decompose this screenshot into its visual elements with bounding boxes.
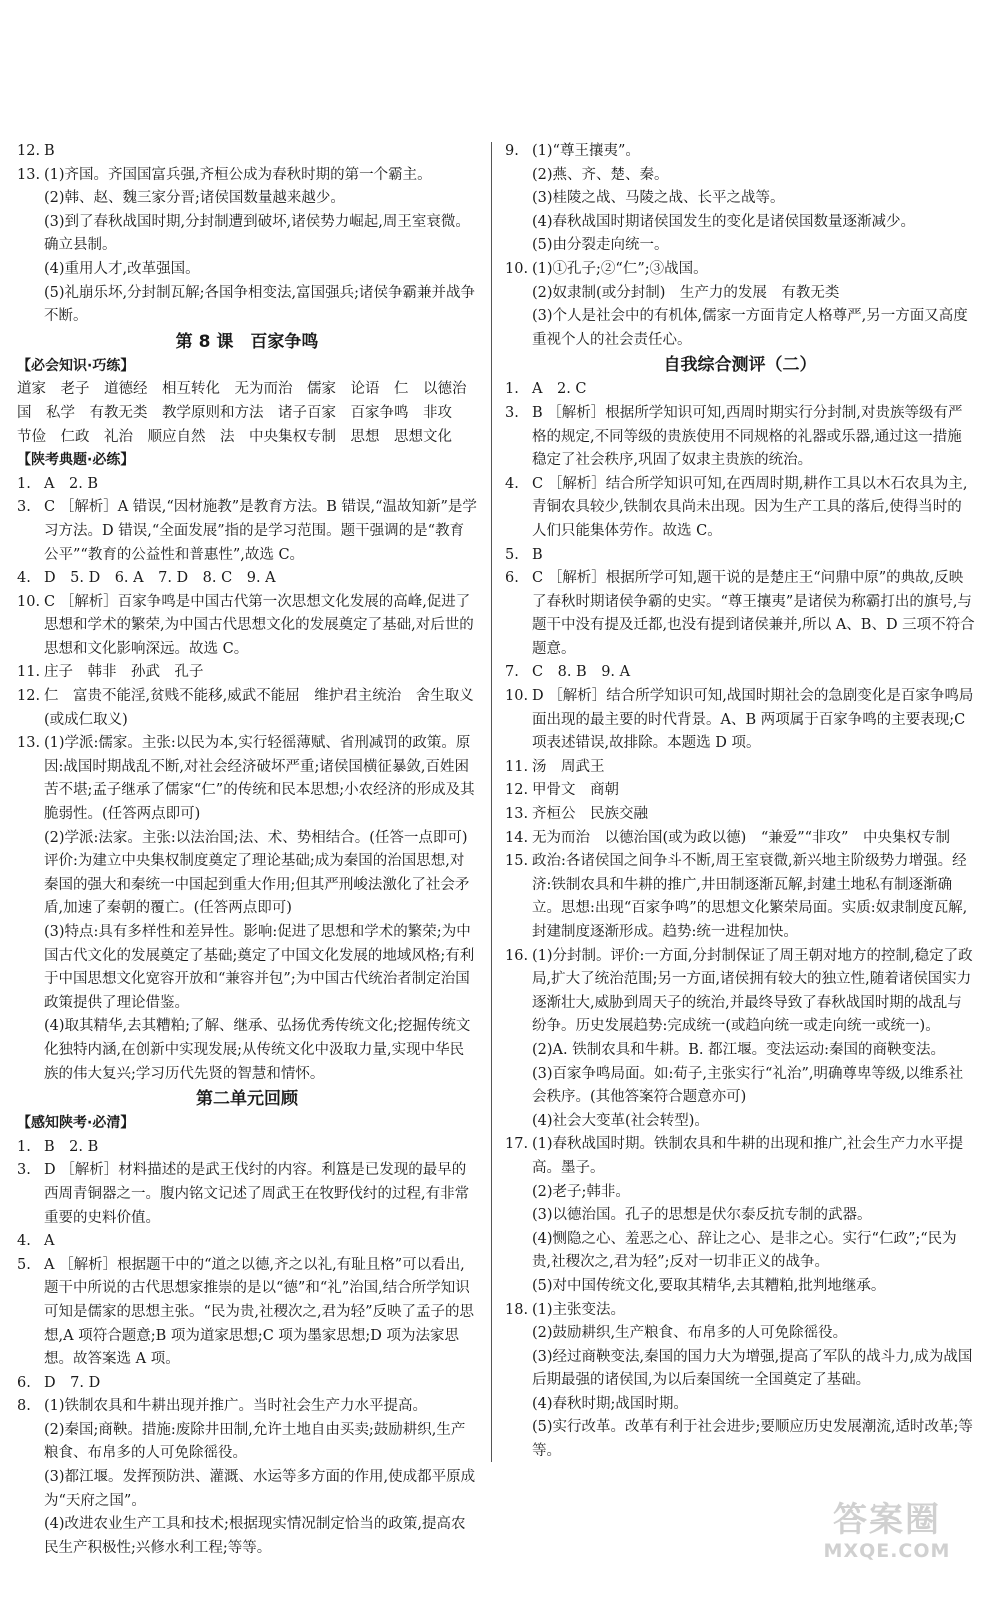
question-number: 7. [505, 664, 519, 681]
answer-line: (4)重用人才,改革强国。 [44, 260, 200, 277]
answer-text [532, 779, 975, 803]
question-number: 11. [17, 664, 41, 681]
answer-line: 仁 富贵不能淫,贫贱不能移,威武不能屈 维护君主统治 舍生取义(或成仁取义) [44, 688, 474, 728]
question-number: 8. [17, 1398, 31, 1415]
answer-line: D 5. D 6. A 7. D 8. C 9. A [44, 570, 276, 587]
answer-entry [17, 661, 477, 685]
answer-text [532, 1133, 975, 1180]
question-number: 10. [505, 688, 529, 705]
section-title: 第二单元回顾 [196, 1089, 298, 1110]
answer-line: B [532, 546, 543, 563]
answer-line: (2)韩、赵、魏三家分晋;诸侯国数量越来越少。 [44, 190, 345, 207]
answer-line: (3)都江堰。发挥预防洪、灌溉、水运等多方面的作用,使成都平原成为“天府之国”。 [44, 1469, 476, 1509]
answer-entry [17, 732, 477, 826]
answer-line: (2)鼓励耕织,生产粮食、布帛多的人可免除徭役。 [532, 1325, 848, 1342]
answer-entry [17, 164, 477, 188]
answer-entry [17, 1159, 477, 1230]
answer-line: D ［解析］材料描述的是武王伐纣的内容。利簋是已发现的最早的西周青铜器之一。腹内铭文记述了周武王在牧野伐纣的过程,有非常重要的史料价值。 [44, 1162, 470, 1226]
answer-line: 汤 周武王 [532, 758, 605, 775]
answer-line: B 2. B [44, 1138, 99, 1155]
answer-continuation [505, 164, 975, 258]
answer-entry [17, 1254, 477, 1372]
answer-text [532, 827, 975, 851]
answer-line: (4)取其精华,去其糟粕;了解、继承、弘扬优秀传统文化;挖掘传统文化独特内涵,在创新中实现发展;从传统文化中汲取力量,实现中华民族的伟大复兴;学习历代先贤的智慧和情怀。 [44, 1018, 471, 1082]
answer-entry [505, 258, 975, 282]
answer-text [44, 1395, 477, 1419]
answer-line: (5)对中国传统文化,要取其精华,去其糟粕,批判地继承。 [532, 1277, 886, 1294]
answer-entry [505, 803, 975, 827]
answer-line: C ［解析］根据所学可知,题干说的是楚庄王“问鼎中原”的典故,反映了春秋时期诸侯争霸的史实。“尊王攘夷”是诸侯为称霸打出的旗号,与题干中没有提及迁都,也没有提到诸侯兼并,所以 A、B、D 三项不符合题意。 [532, 570, 975, 657]
answer-line: (2)奴隶制(或分封制) 生产力的发展 有教无类 [532, 284, 840, 301]
answer-line: (3)特点:具有多样性和差异性。影响:促进了思想和学术的繁荣;为中国古代文化的发展奠定了基础;奠定了中国文化发展的地域风格;有利于中国思想文化宽容开放和“兼容并包”;为中国古代统治者制定治国政策提供了理论借鉴。 [44, 924, 475, 1011]
answer-text [44, 1254, 477, 1372]
answer-line: C 8. B 9. A [532, 664, 631, 681]
answer-entry [505, 779, 975, 803]
answer-line: 齐桓公 民族交融 [532, 806, 648, 823]
question-number: 12. [17, 143, 41, 159]
question-number: 3. [505, 404, 519, 421]
question-number: 18. [505, 1301, 529, 1318]
question-number: 3. [17, 499, 31, 516]
answer-line: (4)改进农业生产工具和技术;根据现实情况制定恰当的政策,提高农民生产积极性;兴修水利工程;等等。 [44, 1516, 466, 1556]
question-number: 13. [17, 735, 41, 752]
answer-text [532, 544, 975, 568]
question-number: 4. [505, 475, 519, 492]
answer-entry [17, 496, 477, 567]
answer-entry [505, 544, 975, 568]
question-number: 5. [505, 546, 519, 563]
answer-text [532, 803, 975, 827]
question-number: 13. [505, 806, 529, 823]
section-title: 自我综合测评（二） [663, 355, 817, 376]
answer-text [532, 378, 975, 402]
question-number: 9. [505, 143, 519, 159]
answer-line: A 2. B [44, 475, 99, 492]
answer-line: (2)A. 铁制农具和牛耕。B. 都江堰。变法运动:秦国的商鞅变法。 [532, 1041, 945, 1058]
watermark-logo-text: 答案圈 [833, 1500, 941, 1540]
keyword-list [17, 378, 477, 449]
answer-entry [505, 827, 975, 851]
answer-entry [505, 1133, 975, 1180]
question-number: 3. [17, 1162, 31, 1179]
answer-entry [505, 473, 975, 544]
keyword-line: 道家 老子 道德经 相互转化 无为而治 儒家 论语 仁 以德治国 私学 有教无类 教学原则和方法 诸子百家 百家争鸣 非攻 节俭 仁政 礼治 顺应自然 法 中央集权专制 思想 思想文化 [17, 381, 467, 445]
question-number: 1. [505, 381, 519, 398]
answer-entry [17, 1136, 477, 1160]
answer-line: (4)春秋时期;战国时期。 [532, 1395, 688, 1412]
watermark-url: MXQE.COM [823, 1540, 951, 1562]
answer-continuation [17, 1419, 477, 1561]
question-number: 4. [17, 570, 31, 587]
answer-text [532, 473, 975, 544]
answer-text [532, 402, 975, 473]
section-title: 第 8 课 百家争鸣 [175, 331, 319, 352]
answer-line: 甲骨文 商朝 [532, 782, 619, 799]
question-number: 12. [17, 688, 41, 705]
answer-text [44, 473, 477, 497]
answer-text [44, 496, 477, 567]
answer-line: (3)百家争鸣局面。如:荀子,主张实行“礼治”,明确尊卑等级,以维系社会秩序。(其他答案符合题意亦可) [532, 1065, 964, 1106]
question-number: 12. [505, 782, 529, 799]
question-number: 4. [17, 1233, 31, 1250]
subsection-heading: 【陕考典题·必练】 [17, 452, 135, 469]
answer-entry [505, 756, 975, 780]
answer-entry [17, 567, 477, 591]
answer-line: (2)老子;韩非。 [532, 1183, 630, 1200]
answer-text [532, 945, 975, 1039]
answer-continuation [505, 1039, 975, 1133]
question-number: 11. [505, 758, 529, 775]
answer-continuation [505, 282, 975, 353]
answer-line: (4)春秋战国时期诸侯国发生的变化是诸侯国数量逐渐减少。 [532, 213, 916, 230]
answer-continuation [17, 187, 477, 329]
answer-line: (4)社会大变革(社会转型)。 [532, 1112, 709, 1129]
answer-line: (5)由分裂走向统一。 [532, 237, 669, 254]
answer-text [532, 685, 975, 756]
answer-line: (1)①孔子;②“仁”;③战国。 [532, 260, 708, 277]
question-number: 10. [17, 593, 41, 610]
answer-line: (3)到了春秋战国时期,分封制遭到破坏,诸侯势力崛起,周王室衰微。确立县制。 [44, 213, 470, 254]
answer-line: (1)主张变法。 [532, 1301, 626, 1318]
answer-line: (3)经过商鞅变法,秦国的国力大为增强,提高了军队的战斗力,成为战国后期最强的诸侯国,为以后秦国统一全国奠定了基础。 [532, 1348, 973, 1389]
answer-line: A 2. C [532, 381, 587, 398]
answer-entry [505, 378, 975, 402]
answer-text [532, 756, 975, 780]
answer-line: (1)学派:儒家。主张:以民为本,实行轻徭薄赋、省刑减罚的政策。原因:战国时期战乱不断,对社会经济破坏严重;诸侯国横征暴敛,百姓困苦不堪;孟子继承了儒家“仁”的传统和民本思想;小农经济的形成及其脆弱性。(任答两点即可) [44, 735, 475, 823]
answer-line: A ［解析］根据题干中的“道之以德,齐之以礼,有耻且格”可以看出,题干中所说的古代思想家推崇的是以“德”和“礼”治国,结合所学知识可知是儒家的思想主张。“民为贵,社稷次之,君为轻”反映了孟子的思想,A 项符合题意;B 项为道家思想;C 项为墨家思想;D 项为法家思想。故答案选 A 项。 [44, 1256, 475, 1368]
answer-line: (3)个人是社会中的有机体,儒家一方面肯定人格尊严,另一方面又高度重视个人的社会责任心。 [532, 308, 968, 348]
answer-text [532, 1299, 975, 1323]
answer-entry [505, 567, 975, 661]
answer-entry [505, 661, 975, 685]
answer-entry [17, 473, 477, 497]
answer-continuation [17, 827, 477, 1087]
answer-line: (5)实行改革。改革有利于社会进步;要顺应历史发展潮流,适时改革;等等。 [532, 1419, 973, 1460]
answer-text [44, 140, 477, 164]
right-column [505, 140, 975, 1464]
question-number: 16. [505, 947, 529, 964]
answer-entry [17, 1230, 477, 1254]
answer-line: C ［解析］百家争鸣是中国古代第一次思想文化发展的高峰,促进了思想和学术的繁荣,为中国古代思想文化的发展奠定了基础,对后世的思想和文化影响深远。故选 C。 [44, 593, 474, 657]
answer-entry [17, 685, 477, 732]
answer-line: (4)恻隐之心、羞恶之心、辞让之心、是非之心。实行“仁政”;“民为贵,社稷次之,君为轻”;反对一切非正义的战争。 [532, 1230, 957, 1271]
answer-line: (1)齐国。齐国国富兵强,齐桓公成为春秋时期的第一个霸主。 [44, 166, 432, 183]
answer-text [44, 685, 477, 732]
answer-text [44, 732, 477, 826]
answer-text [44, 164, 477, 188]
answer-text [44, 1159, 477, 1230]
answer-line: (2)燕、齐、楚、秦。 [532, 166, 669, 183]
answer-line: (1)铁制农具和牛耕出现并推广。当时社会生产力水平提高。 [44, 1398, 428, 1415]
answer-line: C ［解析］结合所学知识可知,在西周时期,耕作工具以木石农具为主,青铜农具较少,铁制农具尚未出现。因为生产工具的落后,使得当时的人们只能集体劳作。故选 C。 [532, 475, 968, 539]
answer-text [44, 567, 477, 591]
column-divider [491, 142, 492, 1462]
left-column [17, 140, 477, 1560]
answer-line: (5)礼崩乐坏,分封制瓦解;各国争相变法,富国强兵;诸侯争霸兼并战争不断。 [44, 284, 476, 325]
answer-line: (2)学派:法家。主张:以法治国;法、术、势相结合。(任答一点即可)评价:为建立中央集权制度奠定了理论基础;成为秦国的治国思想,对秦国的强大和秦统一中国起到重大作用;但其严刑峻法激化了社会矛盾,加速了秦朝的覆亡。(任答两点即可) [44, 829, 470, 917]
answer-entry [17, 1395, 477, 1419]
question-number: 5. [17, 1256, 31, 1273]
answer-entry [17, 591, 477, 662]
answer-line: (1)分封制。评价:一方面,分封制保证了周王朝对地方的控制,稳定了政局,扩大了统治范围;另一方面,诸侯拥有较大的独立性,随着诸侯国实力逐渐壮大,威胁到周天子的统治,并最终导致了春秋战国时期的战乱与纷争。历史发展趋势:完成统一(或趋向统一或走向统一或统一)。 [532, 947, 973, 1035]
question-number: 15. [505, 853, 529, 870]
answer-line: 庄子 韩非 孙武 孔子 [44, 664, 204, 681]
answer-line: 无为而治 以德治国(或为政以德) “兼爱”“非攻” 中央集权专制 [532, 829, 950, 846]
answer-text [44, 591, 477, 662]
answer-line: 政治:各诸侯国之间争斗不断,周王室衰微,新兴地主阶级势力增强。经济:铁制农具和牛耕的推广,井田制逐渐瓦解,封建土地私有制逐渐确立。思想:出现“百家争鸣”的思想文化繁荣局面。实质:奴隶制度瓦解,封建制度逐渐形成。趋势:统一进程加快。 [532, 853, 968, 940]
answer-line: (1)“尊王攘夷”。 [532, 143, 640, 159]
subsection-heading: 【感知陕考·必清】 [17, 1115, 135, 1132]
answer-line: B ［解析］根据所学知识可知,西周时期实行分封制,对贵族等级有严格的规定,不同等级的贵族使用不同规格的礼器或乐器,通过这一措施稳定了社会秩序,巩固了奴隶主贵族的统治。 [532, 404, 963, 469]
answer-text [532, 661, 975, 685]
answer-text [44, 1136, 477, 1160]
answer-entry [505, 685, 975, 756]
answer-text [532, 140, 975, 164]
answer-entry [505, 945, 975, 1039]
answer-line: (2)秦国;商鞅。措施:废除井田制,允许土地自由买卖;鼓励耕织,生产粮食、布帛多的人可免除徭役。 [44, 1421, 466, 1462]
question-number: 14. [505, 829, 529, 846]
answer-text [44, 661, 477, 685]
answer-text [532, 258, 975, 282]
answer-continuation [505, 1181, 975, 1299]
answer-entry [505, 140, 975, 164]
question-number: 6. [17, 1374, 31, 1391]
question-number: 10. [505, 260, 529, 277]
answer-entry [17, 1372, 477, 1396]
answer-continuation [505, 1322, 975, 1464]
question-number: 6. [505, 570, 519, 587]
answer-line: (1)春秋战国时期。铁制农具和牛耕的出现和推广,社会生产力水平提高。墨子。 [532, 1136, 964, 1176]
answer-entry [505, 850, 975, 944]
answer-line: A [44, 1233, 55, 1250]
answer-entry [505, 1299, 975, 1323]
question-number: 17. [505, 1136, 529, 1153]
question-number: 13. [17, 166, 41, 183]
question-number: 1. [17, 475, 31, 492]
answer-line: (3)桂陵之战、马陵之战、长平之战等。 [532, 190, 785, 207]
answer-entry [17, 140, 477, 164]
answer-line: (3)以德治国。孔子的思想是伏尔泰反抗专制的武器。 [532, 1207, 872, 1224]
answer-text [532, 567, 975, 661]
answer-line: D ［解析］结合所学知识可知,战国时期社会的急剧变化是百家争鸣局面出现的最主要的时代背景。A、B 两项属于百家争鸣的主要表现;C 项表述错误,故排除。本题选 D 项。 [532, 688, 974, 752]
answer-line: C ［解析］A 错误,“因材施教”是教育方法。B 错误,“温故知新”是学习方法。D 错误,“全面发展”指的是学习范围。题干强调的是“教育公平”“教育的公益性和普惠性”,故选 C。 [44, 499, 477, 563]
question-number: 1. [17, 1138, 31, 1155]
answer-entry [505, 402, 975, 473]
answer-text [44, 1230, 477, 1254]
answer-text [44, 1372, 477, 1396]
answer-text [532, 850, 975, 944]
answer-line: B [44, 143, 55, 159]
watermark-logo [792, 1500, 982, 1570]
answer-line: D 7. D [44, 1374, 101, 1391]
subsection-heading: 【必会知识·巧练】 [17, 357, 135, 374]
